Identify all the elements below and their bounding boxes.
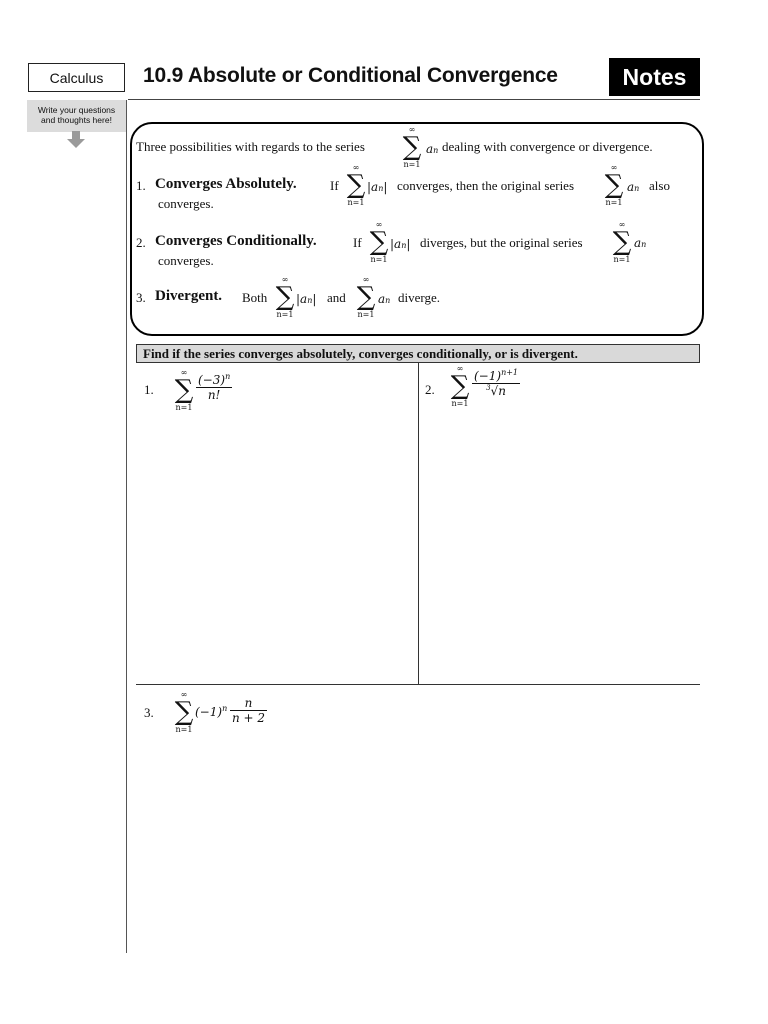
problem-1-number: 1. [144,382,154,397]
item-2-line2: converges. [158,253,214,268]
margin-callout [27,100,126,132]
problem-1-denominator: n! [207,388,221,402]
item-3-sum: ∞ ∑ n=1 [356,275,376,319]
instruction-bar: Find if the series converges absolutely, converges conditionally, or is divergent. [136,344,700,363]
problem-3-denominator: n + 2 [232,711,266,725]
problem-2-denominator: $^3$√n [486,384,506,398]
item-3-a-n: an [378,292,391,306]
item-2-number: 2. [136,235,146,250]
item-3-abs-a-n: |an| [296,292,317,306]
item-3-sum-abs: ∞ ∑ n=1 [275,275,295,319]
item-1-a-n: an [627,180,640,194]
item-1-end: also [649,178,670,193]
item-3-number: 3. [136,290,146,305]
item-2-if: If [353,235,362,250]
notes-badge: Notes [609,58,700,96]
item-1-line2: converges. [158,196,214,211]
intro-text-post: dealing with convergence or divergence. [442,139,653,154]
problem-3-number: 3. [144,705,154,720]
problem-2-number: 2. [425,382,435,397]
problem-2-sum: ∞ ∑ n=1 [450,364,470,408]
item-3-and: and [327,290,346,305]
page-title: 10.9 Absolute or Conditional Convergence [143,64,558,87]
callout-line-1: Write your questions [37,105,116,115]
item-2-sum: ∞ ∑ n=1 [612,220,632,264]
header-divider [128,99,700,100]
item-1-sum: ∞ ∑ n=1 [604,163,624,207]
item-2-a-n: an [634,236,647,250]
problem-2-numerator: (−1) [474,369,502,383]
item-1-if: If [330,178,339,193]
callout-line-2: and thoughts here! [41,115,112,125]
problem-1-numerator: (−3) [198,373,226,387]
item-1-heading: Converges Absolutely. [155,176,297,192]
problem-3-factor: $(-1)^n$ [195,704,228,719]
problem-column-divider [418,363,419,684]
item-2-heading: Converges Conditionally. [155,233,317,249]
item-2-sum-abs: ∞ ∑ n=1 [369,220,389,264]
sum-upper: ∞ [408,125,416,134]
margin-divider [126,100,127,953]
problem-1-sum: ∞ ∑ n=1 [174,368,194,412]
problem-3-sum: ∞ ∑ n=1 [174,690,194,734]
problem-row-divider [136,684,700,685]
sum-lower: n=1 [403,160,421,169]
problem-1-fraction: $\frac{(-3)^n}{n!}$ [198,372,231,402]
problem-3-numerator: n [230,696,267,711]
item-3-both: Both [242,290,268,305]
item-1-sum-abs: ∞ ∑ n=1 [346,163,366,207]
item-2-mid: diverges, but the original series [420,235,583,250]
item-1-mid: converges, then the original series [397,178,575,193]
intro-a-n: an [426,142,439,156]
item-2-abs-a-n: |an| [390,237,411,251]
item-1-abs-a-n: |an| [367,180,388,194]
arrow-down-icon [66,131,86,149]
course-label: Calculus [28,63,125,92]
intro-sum [401,125,423,169]
sum-symbol: ∑ [402,132,422,162]
item-1-number: 1. [136,178,146,193]
problem-3-fraction [230,696,267,725]
item-3-end: diverge. [398,290,440,305]
intro-text-pre: Three possibilities with regards to the series [136,139,365,154]
problem-2-fraction: $\frac{(-1)^{n+1}}{^3√n}$ [474,368,519,398]
item-3-heading: Divergent. [155,288,223,304]
